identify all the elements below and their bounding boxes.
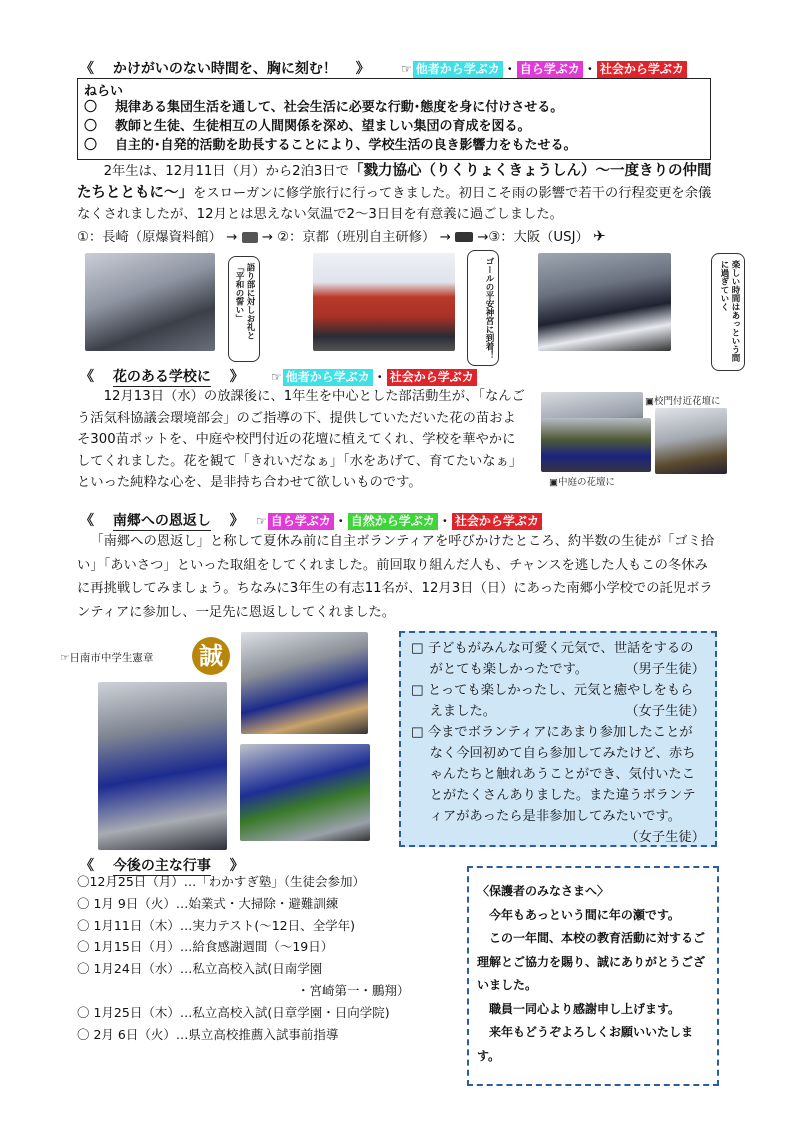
section4-title: 今後の主な行事 [112, 858, 211, 874]
trip-text-c: をスローガンに修学旅行に行ってきました。初日こそ雨の影響で若干の行程変更を余儀なくされましたが、12月とは思えない気温で2〜3日目を有意義に過ごしました。 [77, 185, 712, 222]
bubble-osaka: 楽しい時間はあっという間に過ぎていく [711, 253, 745, 371]
section2-title: 花のある学校に [112, 369, 211, 385]
charter-text: 日南市中学生憲章 [69, 652, 154, 664]
section1-title: かけがいのない時間を、胸に刻む！ [112, 61, 337, 77]
section2-heading [80, 366, 244, 386]
parents-line: 職員一同心より感謝申し上げます。 [489, 1001, 681, 1016]
parents-line: 今年もあっという間に年の瀬です。 [489, 907, 680, 922]
dot-separator: ・ [503, 62, 516, 76]
volunteer-paragraph: 「南郷への恩返し」と称して夏休み前に自主ボランティアを呼びかけたところ、約半数の生徒が「ゴミ拾い」「あいさつ」といった取組をしてくれました。前回取り組んだ人も、チャンスを逃した人もこの冬休みに再挑戦してみましょう。ちなみに3年生の有志11名が、12月3日（日）にあった南郷小学校での託児ボランティアに参加し、一足先に恩返ししてくれました。 [77, 534, 715, 620]
pointing-hand-icon: ☞ [60, 652, 70, 664]
pointing-hand-icon: ☞ [256, 514, 267, 528]
bracket-left: 《 [80, 513, 94, 529]
aim-item [84, 117, 577, 136]
flowers-paragraph: 12月13日（水）の放課後に、1年生を中心とした部活動生が、「なんごう活気科協議会環境部会」のご指導の下、提供していただいた花の苗およそ300苗ポットを、中庭や校門付近の花壇に植えてくれ、学校を華やかにしてくれました。花を観て「きれいだなぁ」「水をあげて、育てたいなぁ」といった純粋な心を、是非持ち合わせて欲しいものです。 [77, 389, 525, 490]
trip-slogan: 「戮力協心（りくりょくきょうしん）〜一度きりの仲間たちとともに〜」 [77, 163, 712, 201]
event-item: 〇12月25日（月）…「わかすぎ塾」（生徒会参加） [77, 874, 366, 889]
event-item: 〇 1月15日（月）…給食感謝週間（〜19日） [77, 939, 334, 955]
comment-text: 今までボランティアにあまり参加したことがなく今回初めて自ら参加してみたけど、赤ちゃんたちと触れあうことができ、気付いたことがたくさんありました。また違うボランティアがあったら是非参加してみたいです。 [427, 725, 696, 824]
bracket-left: 《 [80, 61, 94, 77]
route-osaka: →③：大阪（USJ） [477, 230, 589, 245]
tag-others: 他者から学ぶカ [283, 369, 373, 386]
tag-self: 自ら学ぶカ [517, 61, 583, 78]
photo-volunteer-1 [241, 632, 368, 734]
aim-item [84, 98, 577, 117]
photo-volunteer-3 [240, 744, 370, 841]
bracket-left: 《 [80, 858, 94, 874]
section3-heading [80, 510, 244, 530]
event-item: ・宮崎第一・鵬翔） [297, 982, 410, 998]
parents-line: 来年もどうぞよろしくお願いいたします。 [477, 1025, 694, 1063]
section1-heading [80, 58, 370, 78]
student-comments-box [399, 631, 717, 847]
event-item: 〇 1月11日（木）…実力テスト(〜12日、全学年) [77, 917, 355, 933]
photo-heian-shrine [313, 253, 455, 351]
bracket-right: 》 [229, 858, 244, 874]
bracket-right: 》 [355, 61, 370, 77]
aim-text: 規律ある集団生活を通して、社会生活に必要な行動･態度を身に付けさせる。 [115, 100, 564, 115]
dot-separator: ・ [438, 514, 451, 528]
aims-list [84, 98, 577, 155]
bracket-right: 》 [229, 369, 244, 385]
section1-tags [400, 58, 687, 78]
airplane-icon: ✈ [593, 227, 606, 245]
section3-tags [255, 510, 542, 530]
pointing-hand-icon: ☞ [401, 62, 412, 76]
tag-others: 他者から学ぶカ [413, 61, 503, 78]
aim-text: 自主的･自発的活動を助長することにより、学校生活の良き影響力をもたせる。 [115, 138, 577, 153]
photo-courtyard-2 [541, 418, 651, 472]
event-item: 〇 1月24日（水）…私立高校入試(日南学園 [77, 961, 323, 977]
circle-bullet-icon: 〇 [84, 138, 98, 153]
checkbox-icon: □ [411, 641, 424, 656]
comment-item [411, 680, 705, 722]
parents-line: この一年間、本校の教育活動に対するご理解とご協力を賜り、誠にありがとうございました。 [477, 931, 706, 992]
photo-courtyard-1 [655, 408, 727, 474]
circle-bullet-icon: 〇 [84, 119, 98, 134]
caption-courtyard: ▣中庭の花壇に [549, 477, 615, 488]
route-kyoto: ②：京都（班別自主研修） [277, 230, 436, 245]
bus-icon [242, 232, 258, 243]
event-item: 〇 1月25日（木）…私立高校入試(日章学園・日向学院) [77, 1004, 390, 1020]
tag-society: 社会から学ぶカ [387, 369, 477, 386]
bubble-nagasaki: 語り部に対しお礼と「平和の誓い」 [228, 256, 260, 362]
parents-message-box [467, 866, 719, 1086]
seal-badge: 誠 [192, 637, 230, 675]
bracket-left: 《 [80, 369, 94, 385]
aim-item [84, 136, 577, 155]
aim-text: 教師と生徒、生徒相互の人間関係を深め、望ましい集団の育成を図る。 [115, 119, 531, 134]
dot-separator: ・ [373, 370, 386, 384]
tag-society: 社会から学ぶカ [452, 513, 542, 530]
section3-title: 南郷への恩返し [112, 513, 211, 529]
comment-author: （女子生徒） [625, 704, 705, 719]
comment-item [411, 722, 705, 845]
tag-society: 社会から学ぶカ [597, 61, 687, 78]
photo-nagasaki [85, 253, 215, 351]
aims-box [77, 78, 711, 160]
aims-label: ねらい [84, 84, 124, 99]
event-item: 〇 1月 9日（火）…始業式・大掃除・避難訓練 [77, 895, 339, 911]
comment-text: とっても楽しかったし、元気と癒やしをもらえました。 [427, 683, 694, 719]
event-item: 〇 2月 6日（火）…県立高校推薦入試事前指導 [77, 1026, 339, 1042]
circle-bullet-icon: 〇 [84, 100, 98, 115]
photo-volunteer-2 [98, 682, 227, 850]
comment-text: 子どもがみんな可愛く元気で、世話をするのがとても楽しかったです。 [427, 641, 694, 677]
events-list [77, 871, 477, 1045]
route-arrow: → [439, 230, 451, 245]
route-arrow: → [261, 230, 273, 245]
caption-courtyard-text: 中庭の花壇に [557, 477, 615, 488]
comment-author: （女子生徒） [625, 830, 705, 845]
bracket-right: 》 [229, 513, 244, 529]
comment-author: （男子生徒） [625, 662, 705, 677]
section2-tags [270, 366, 477, 386]
trip-route [77, 226, 606, 249]
bubble-kyoto: ゴールの平安神宮に到着！ [467, 250, 499, 366]
pointing-hand-icon: ☞ [271, 370, 282, 384]
tag-nature: 自然から学ぶカ [348, 513, 438, 530]
dot-separator: ・ [583, 62, 596, 76]
train-icon [455, 232, 473, 242]
parents-heading: 〈保護者のみなさまへ〉 [477, 884, 610, 898]
route-arrow: → [226, 230, 238, 245]
photo-usj [538, 253, 671, 351]
caption-gate: ▣校門付近花壇に [645, 396, 721, 407]
comment-item [411, 638, 705, 680]
dot-separator: ・ [334, 514, 347, 528]
trip-paragraph [77, 161, 713, 226]
trip-text-a: 2年生は、12月11日（月）から2泊3日で [103, 164, 349, 179]
checkbox-icon: □ [411, 683, 424, 698]
route-nagasaki: ①：長崎（原爆資料館） [77, 230, 222, 245]
caption-gate-text: 校門付近花壇に [653, 396, 721, 407]
checkbox-icon: □ [411, 725, 424, 740]
charter-label [60, 650, 153, 665]
tag-self: 自ら学ぶカ [268, 513, 334, 530]
